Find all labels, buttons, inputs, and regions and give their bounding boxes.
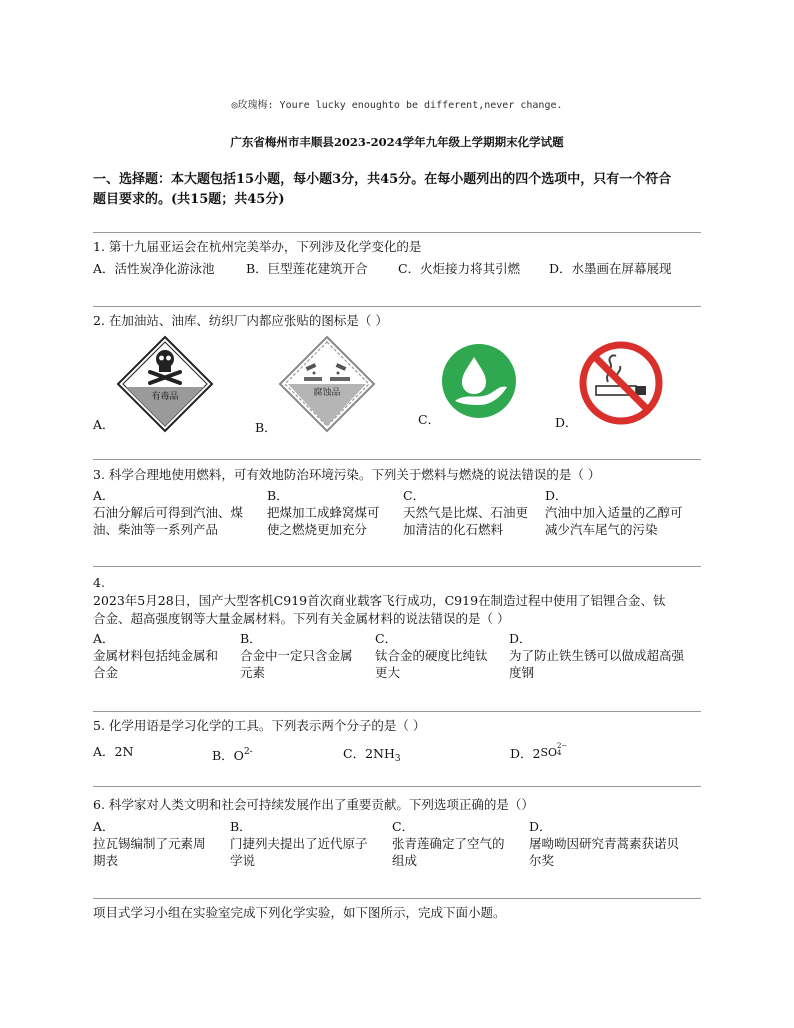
q6-option-b[interactable] <box>230 818 390 869</box>
section-heading-line2: 题目要求的。(共15题；共45分) <box>93 192 285 207</box>
superscript-charge: 2− <box>557 742 568 750</box>
option-label: B． <box>267 488 289 503</box>
question-4-stem <box>93 574 703 628</box>
corrosive-sign-label: 腐蚀品 <box>313 388 341 398</box>
q1-option-a[interactable]: A．活性炭净化游泳池 <box>93 261 215 276</box>
option-label: D． <box>545 488 568 503</box>
option-text-line: 使之燃烧更加充分 <box>267 522 368 537</box>
q1-option-b[interactable]: B．巨型莲花建筑开合 <box>246 261 368 276</box>
q5-option-d[interactable] <box>510 743 567 763</box>
option-text-line: 把煤加工成蜂窝煤可 <box>267 505 380 520</box>
water-saving-sign-icon[interactable] <box>441 343 517 419</box>
option-text-line: 减少汽车尾气的污染 <box>545 522 658 537</box>
question-text-line: 2023年5月28日，国产大型客机C919首次商业载客飞行成功，C919在制造过程中使用了铝锂合金、钛 <box>93 593 666 608</box>
question-number: 4. <box>93 575 105 590</box>
divider <box>93 232 701 233</box>
q6-option-c[interactable] <box>392 818 527 869</box>
option-label: A． <box>93 819 115 834</box>
question-3-stem: 3. 科学合理地使用燃料，可有效地防治环境污染。下列关于燃料与燃烧的说法错误的是（ ） <box>93 467 601 482</box>
question-6-stem: 6. 科学家对人类文明和社会可持续发展作出了重要贡献。下列选项正确的是（） <box>93 797 534 812</box>
divider <box>93 306 701 307</box>
option-text-line: 合金中一定只含金属 <box>240 648 353 663</box>
q1-option-c[interactable]: C．火炬接力将其引燃 <box>398 261 521 276</box>
toxic-sign-label: 有毒品 <box>151 392 179 402</box>
toxic-sign-icon[interactable] <box>116 335 214 433</box>
option-text-line: 汽油中加入适量的乙醇可 <box>545 505 683 520</box>
option-text-line: 期表 <box>93 853 119 868</box>
option-label: D． <box>529 819 552 834</box>
document-title: 广东省梅州市丰顺县2023-2024学年九年级上学期期末化学试题 <box>230 135 564 149</box>
q3-option-a[interactable] <box>93 487 263 538</box>
option-text-line: 度钢 <box>509 665 535 680</box>
q5-option-a[interactable]: A．2N <box>93 744 134 759</box>
section-heading-line1: 一、选择题：本大题包括15小题，每小题3分，共45分。在每小题列出的四个选项中，只有一个符合 <box>93 172 672 187</box>
option-text: C．2NH <box>343 746 395 761</box>
option-label: A． <box>93 488 115 503</box>
q6-option-d[interactable] <box>529 818 704 869</box>
motto-line: ◎玫瑰梅: Youre lucky enoughto be different,never change. <box>231 100 563 111</box>
option-text-line: 组成 <box>392 853 418 868</box>
q4-option-c[interactable] <box>375 630 505 681</box>
q5-option-c[interactable] <box>343 745 401 768</box>
group-stem: 项目式学习小组在实验室完成下列化学实验，如下图所示，完成下面小题。 <box>93 905 506 920</box>
option-text-line: 金属材料包括纯金属和 <box>93 648 219 663</box>
question-text-line: 合金、超高强度钢等大量金属材料。下列有关金属材料的说法错误的是（ ） <box>93 611 510 626</box>
q2-option-a[interactable]: A． <box>93 417 115 432</box>
q2-option-d[interactable]: D． <box>555 415 578 430</box>
option-text-line: 合金 <box>93 665 119 680</box>
q4-option-b[interactable] <box>240 630 372 681</box>
option-text-line: 石油分解后可得到汽油、煤 <box>93 505 244 520</box>
option-text: B．O <box>212 748 244 763</box>
option-text-line: 拉瓦锡编制了元素周 <box>93 836 206 851</box>
sulfate-formula: SO <box>540 746 558 759</box>
option-text-line: 学说 <box>230 853 256 868</box>
divider <box>93 711 701 712</box>
option-text-line: 屠呦呦因研究青蒿素获诺贝 <box>529 836 680 851</box>
subscript-count: 4 <box>557 749 562 757</box>
question-1-stem: 1. 第十九届亚运会在杭州完美举办，下列涉及化学变化的是 <box>93 239 422 254</box>
q6-option-a[interactable] <box>93 818 228 869</box>
q1-option-d[interactable]: D．水墨画在屏幕展现 <box>549 261 672 276</box>
q2-option-c[interactable]: C． <box>418 412 441 427</box>
no-smoking-sign-icon[interactable] <box>578 340 664 426</box>
question-2-stem: 2. 在加油站、油库、纺织厂内都应张贴的图标是（ ） <box>93 313 388 328</box>
divider <box>93 786 701 787</box>
option-label: B． <box>230 819 252 834</box>
option-text: D．2 <box>510 746 541 761</box>
superscript-charge: 2- <box>243 747 253 757</box>
subscript-count: 3 <box>394 754 401 764</box>
divider <box>93 459 701 460</box>
option-label: C． <box>375 631 398 646</box>
q4-option-a[interactable] <box>93 630 238 681</box>
option-text-line: 天然气是比煤、石油更 <box>403 505 529 520</box>
option-text-line: 更大 <box>375 665 401 680</box>
option-label: D． <box>509 631 532 646</box>
q5-option-b[interactable] <box>212 743 253 765</box>
option-label: C． <box>392 819 415 834</box>
option-text-line: 元素 <box>240 665 266 680</box>
option-text-line: 钛合金的硬度比纯钛 <box>375 648 488 663</box>
option-text-line: 为了防止铁生锈可以做成超高强 <box>509 648 685 663</box>
divider <box>93 566 701 567</box>
option-label: A． <box>93 631 115 646</box>
option-text-line: 尔奖 <box>529 853 555 868</box>
q4-option-d[interactable] <box>509 630 704 681</box>
q2-option-b[interactable]: B． <box>255 420 277 435</box>
q3-option-d[interactable] <box>545 487 705 538</box>
option-label: B． <box>240 631 262 646</box>
option-text-line: 加清洁的化石燃料 <box>403 522 504 537</box>
option-label: C． <box>403 488 426 503</box>
q3-option-c[interactable] <box>403 487 543 538</box>
divider <box>93 898 701 899</box>
question-5-stem: 5. 化学用语是学习化学的工具。下列表示两个分子的是（ ） <box>93 718 426 733</box>
q3-option-b[interactable] <box>267 487 399 538</box>
option-text-line: 油、柴油等一系列产品 <box>93 522 219 537</box>
option-text-line: 门捷列夫提出了近代原子 <box>230 836 368 851</box>
sulfate-charge-stack <box>557 743 567 757</box>
section-heading <box>93 170 703 210</box>
option-text-line: 张青莲确定了空气的 <box>392 836 505 851</box>
corrosive-sign-icon[interactable] <box>278 335 376 433</box>
